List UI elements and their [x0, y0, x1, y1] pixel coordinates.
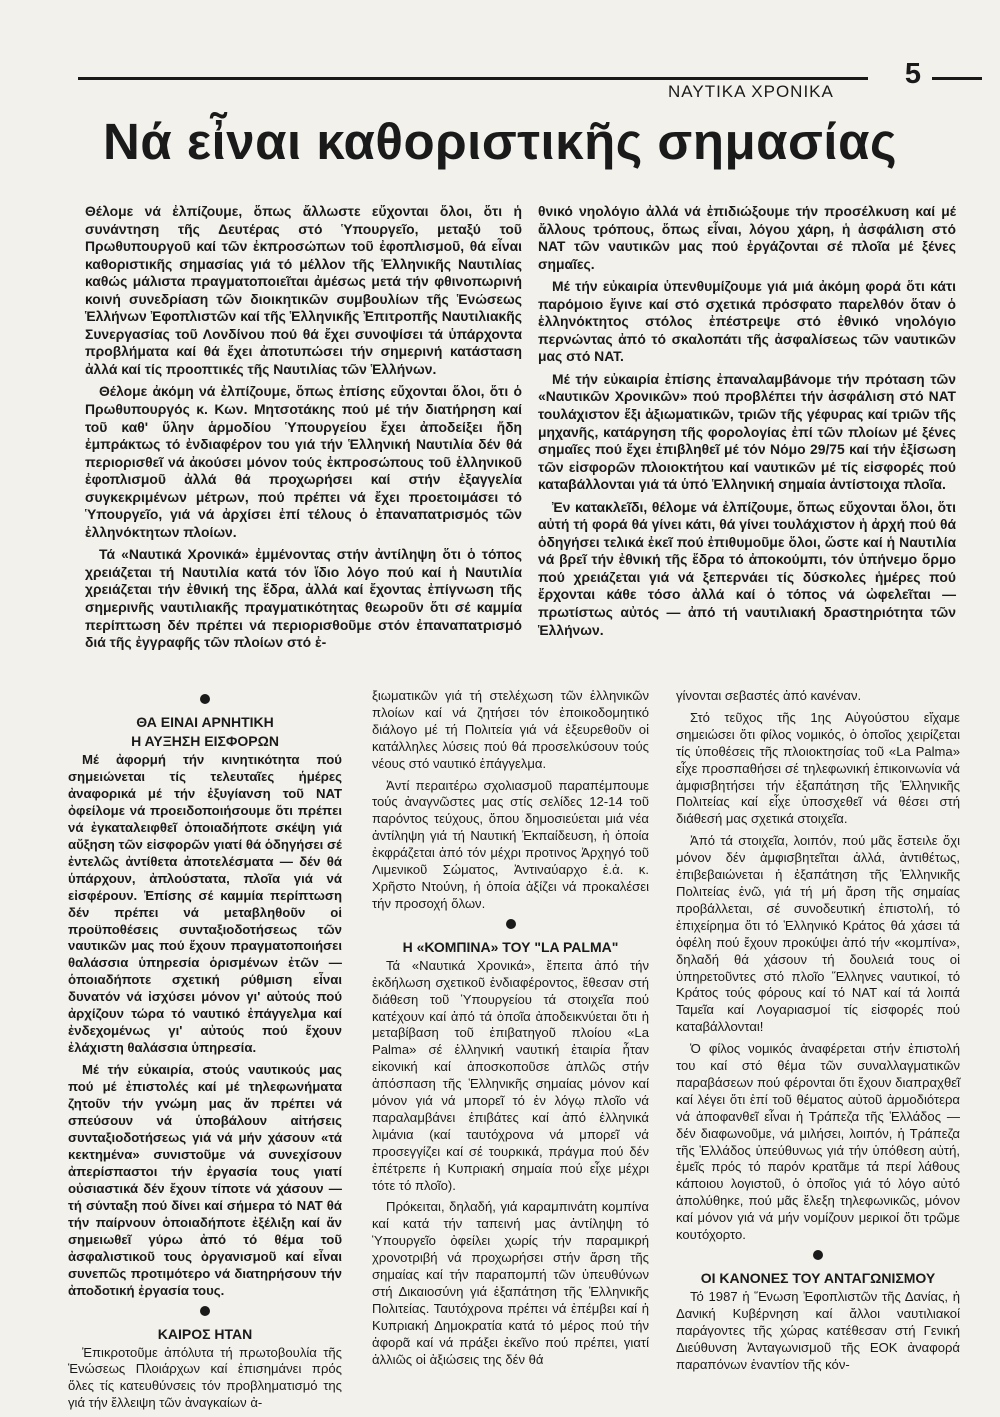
article-paragraph: Τό 1987 ἡ Ἕνωση Ἐφοπλιστῶν τῆς Δανίας, ἡ Δανική Κυβέρνηση καί ἄλλοι ναυτιλιακοί παράγοντες τῆς χώρας κατέθεσαν στή Γενική Διεύθυνση Ἀνταγωνισμοῦ τῆς ΕΟΚ ἀναφορά παραπόνων ἐναντίον τῆς κόν- [676, 1289, 960, 1372]
article-paragraph: Μέ τήν εὐκαιρία, στούς ναυτικούς μας πού μέ ἐπιστολές καί μέ τηλεφωνήματα ζητοῦν τήν γνώμη μας ἄν πρέπει νά σπεύσουν νά ὑποβάλουν αἰτήσεις συνταξιοδοτήσεως γιά νά μήν χάσουν «τά κεκτημένα» συνιστοῦμε νά συνεχίσουν ἀπερίσπαστοι τήν ἐργασία τους γιατί οὐσιαστικά δέν ἔχουν τίποτε νά χάσουν — τή σύνταξη πού δίνει καί σήμερα τό ΝΑΤ θά τήν παίρνουν ὁποιαδήποτε ἐξέλιξη καί ἄν σημειωθεῖ γύρω ἀπό τό θέμα τοῦ ἀσφαλιστικοῦ τους ὀργανισμοῦ καί εἶναι συνεπῶς προτιμότερο νά διατηρήσουν τήν ἀποδοτική ἐργασία τους. [68, 1062, 342, 1298]
article-paragraph: Στό τεῦχος τῆς 1ης Αὐγούστου εἴχαμε σημειώσει ὅτι φίλος νομικός, ὁ ὁποῖος χειρίζεται τίς ὑποθέσεις τῆς πλοιοκτησίας τοῦ «La Palma» εἶχε προσπαθήσει σέ τηλεφωνική ἐπικοινωνία νά ἀμφισβητήσει τήν ἐξαπάτηση τῆς Ἑλληνικῆς Πολιτείας καί εἶχε ὑποσχεθεῖ νά θέσει στή διάθεσή μας σχετικά στοιχεῖα. [676, 709, 960, 827]
lead-paragraph: Θέλομε ἀκόμη νά ἐλπίζουμε, ὅπως ἐπίσης εὔχονται ὅλοι, ὅτι ὁ Πρωθυπουργός κ. Κων. Μητσοτάκης πού μέ τήν διατήρηση καί τοῦ καθ' ὕλην ἁρμοδίου Ὑπουργείου ἔχει ἀποδείξει ἤδη ἐμπράκτως τό ἐνδιαφέρον του γιά τήν Ἑλληνική Ναυτιλία δέν θά περιορισθεῖ νά ἀκούσει μόνον τούς ἐκπροσώπους τοῦ ἑλληνικοῦ ἐφοπλισμοῦ ἀλλά θά προχωρήσει καί στήν ἐξαγγελία συγκεκριμένων μέτρων, πού πρέπει νά ἔχει προετοιμάσει τό Ὑπουργεῖο, γιά νά ἀρχίσει ἐπί τέλους ὁ ἐπαναπατρισμός τῶν ἑλληνόκτητων πλοίων. [85, 383, 522, 540]
lead-paragraph: Μέ τήν εὐκαιρία ὑπενθυμίζουμε γιά μιά ἀκόμη φορά ὅτι κάτι παρόμοιο ἔγινε καί στό σχετικά πρόσφατο παρελθόν ὅταν ὁ ἑλληνόκτητος στόλος ἐπέστρεψε στό ἐθνικό νηολόγιο περνώντας ἀπό τό σκαλοπάτι τῆς ἀσφαλίσεως τῶν ναυτικῶν μας στό ΝΑΤ. [538, 278, 956, 365]
lead-column-right [538, 203, 956, 644]
bullet-separator [200, 1306, 210, 1316]
headline: Νά εἶναι καθοριστικῆς σημασίας [103, 113, 897, 170]
article-paragraph: Τά «Ναυτικά Χρονικά», ἔπειτα ἀπό τήν ἐκδήλωση σχετικοῦ ἐνδιαφέροντος, ἔθεσαν στή διάθεση τοῦ Ὑπουργείου τά στοιχεῖα πού κατέχουν καί ἀπό τά ὁποῖα ἀποδεικνύεται ὅτι ἡ μεταβίβαση τοῦ ἐπιβατηγοῦ πλοίου «La Palma» σέ ἑλληνική ναυτική ἑταιρία ἦταν εἰκονική καί ἀποσκοποῦσε ἁπλῶς στήν ἀπόσπαση τῆς Ἑλληνικῆς σημαίας μόνον καί μόνον γιά νά μπορεῖ τό ἐν λόγῳ πλοῖο νά παραλαμβάνει ἐπιβάτες καί ἀπό ἑλληνικά λιμάνια (καί ταυτόχρονα νά μπορεῖ νά προσεγγίζει καί σέ τουρκικά, πράγμα πού δέν ἐπέτρεπε ἡ Κυπριακή σημαία πού εἶχε μέχρι τότε τό πλοῖο). [372, 957, 649, 1193]
lower-column-3 [676, 688, 960, 1379]
lead-column-left [85, 203, 522, 657]
article-paragraph: ξιωματικῶν γιά τή στελέχωση τῶν ἑλληνικῶν πλοίων καί νά ζητήσει τόν ἐποικοδομητικό διάλογο μέ τή Πολιτεία γιά νά ἐξευρεθοῦν οἱ κατάλληλες λύσεις πού θά προσελκύσουν τούς νέους στό ναυτικό ἐπάγγελμα. [372, 688, 649, 771]
article-paragraph: Πρόκειται, δηλαδή, γιά καραμπινάτη κομπίνα καί κατά τήν ταπεινή μας ἀντίληψη τό Ὑπουργεῖο ὀφείλει χωρίς τήν παραμικρή χρονοτριβή νά προχωρήσει στήν ἄρση τῆς σημαίας καί τήν παραπομπή τῶν ὑπευθύνων στή Δικαιοσύνη γιά ἐξαπάτηση τῆς Ἑλληνικῆς Πολιτείας. Ταυτόχρονα πρέπει νά ἐπέμβει καί ἡ Κυπριακή Δημοκρατία κατά τό μέρος πού τήν ἀφορᾶ καί νά πράξει ἐκεῖνο πού πρέπει, γιατί ἀλλιῶς οἱ ἀξιώσεις της δέν θά [372, 1199, 649, 1367]
bullet-separator [813, 1250, 823, 1260]
section-title: ΚΑΙΡΟΣ ΗΤΑΝ [157, 1325, 253, 1342]
section-title: ΘΑ ΕΙΝΑΙ ΑΡΝΗΤΙΚΗ [136, 714, 274, 730]
section-title: Η «ΚΟΜΠΙΝΑ» ΤΟΥ "LA PALMA" [402, 938, 619, 955]
lower-column-1 [68, 688, 342, 1417]
article-paragraph: Ὁ φίλος νομικός ἀναφέρεται στήν ἐπιστολή του καί στό θέμα τῶν συναλλαγματικῶν παραβάσεων πού φέρονται ὅτι ἔχουν διαπραχθεῖ καί λέγει ὅτι ἐπί τοῦ θέματος αὐτοῦ ἁρμοδιότερα νά ἀποφανθεῖ εἶναι ἡ Τράπεζα τῆς Ἑλλάδος — δέν διαφωνοῦμε, νά μιλήσει, λοιπόν, ἡ Τράπεζα τῆς Ἑλλάδος ὑπεύθυνως γιά τήν ὑπόθεση αὐτή, ἐμεῖς πρός τό παρόν κρατᾶμε τά περί λάθους κάποιου λογιστοῦ, ὁ ὁποῖος γιά τό λόγο αὐτό ἀπολύθηκε, πού μᾶς ἔλεξη τηλεφωνικῶς, μόνον καί μόνον γιά νά μήν νομίζουν μερικοί ὅτι τρῶμε κουτόχορτο. [676, 1041, 960, 1243]
lower-column-2 [372, 688, 649, 1374]
article-paragraph: Ἀντί περαιτέρω σχολιασμοῦ παραπέμπουμε τούς ἀναγνῶστες μας στίς σελίδες 12-14 τοῦ παρόντος τεύχους, ὅπου δημοσιεύεται μιά νέα ἀντίληψη γιά τή Ναυτική Ἐκπαίδευση, ἡ ὁποία ἐκφράζεται ἀπό τόν μέχρι προτινος Ἀρχηγό τοῦ Λιμενικοῦ Σώματος, Ἀντιναύαρχο ἐ.ἀ. κ. Χρῆστο Ντούνη, ἡ ὁποία ἀξίζει νά προκαλέσει τήν προσοχή ὅλων. [372, 777, 649, 911]
header-rule [78, 77, 868, 80]
publication-name: ΝΑΥΤΙΚΑ ΧΡΟΝΙΚΑ [668, 82, 834, 101]
lead-paragraph: Ἐν κατακλεῖδι, θέλομε νά ἐλπίζουμε, ὅπως εὔχονται ὅλοι, ὅτι αὐτή τή φορά θά γίνει κάτι, θά γίνει τουλάχιστον ἡ ἀρχή πού θά ὁδηγήσει τελικά ἐκεῖ πού ἐπιθυμοῦμε ὅλοι, ὥστε καί ἡ Ναυτιλία νά βρεῖ τήν ἐθνική τῆς ἕδρα τό ἀποκούμπι, τόν ὑπήνεμο ὅρμο πού χρειάζεται γιά νά ξεπερνάει τίς δύσκολες ἡμέρες πού ἔρχονται κάθε τόσο ἀλλά καί ὁ τόπος νά ὠφελεῖται — πρωτίστως αὐτός — ἀπό τή ναυτιλιακή δραστηριότητα τῶν Ἑλλήνων. [538, 498, 956, 638]
lead-paragraph: θνικό νηολόγιο ἀλλά νά ἐπιδιώξουμε τήν προσέλκυση καί μέ ἄλλους τρόπους, ὅπως εἶναι, λόγου χάρη, ἡ ἀσφάλιση στό ΝΑΤ τῶν ναυτικῶν μας πού ἐργάζονται σέ πλοῖα μέ ξένες σημαῖες. [538, 203, 956, 272]
bullet-separator [506, 919, 516, 929]
lead-paragraph: Τά «Ναυτικά Χρονικά» ἐμμένοντας στήν ἀντίληψη ὅτι ὁ τόπος χρειάζεται τή Ναυτιλία κατά τόν ἴδιο λόγο πού καί ἡ Ναυτιλία χρειάζεται τήν ἐθνική της ἕδρα, ἀλλά καί ἔχοντας ἐπίγνωση τῆς σημερινῆς ναυτιλιακῆς πραγματικότητας θεωροῦν ὅτι σέ καμμία περίπτωση δέν πρέπει νά περιορισθοῦμε στόν ἐπαναπατρισμό διά τῆς ἐγγραφῆς τῶν πλοίων στό ἐ- [85, 546, 522, 651]
header-rule-right [932, 77, 982, 80]
article-paragraph: Ἐπικροτοῦμε ἀπόλυτα τή πρωτοβουλία τῆς Ἑνώσεως Πλοιάρχων καί ἐπισημάνει πρός ὅλες τίς κατευθύνσεις τόν προβληματισμό της γιά τήν ἔλλειψη τῶν ἀναγκαίων ἀ- [68, 1344, 342, 1411]
lead-paragraph: Μέ τήν εὐκαιρία ἐπίσης ἐπαναλαμβάνομε τήν πρόταση τῶν «Ναυτικῶν Χρονικῶν» πού προβλέπει τήν ἀσφάλιση στό ΝΑΤ τουλάχιστον ἕξι ἀξιωματικῶν, τριῶν τῆς γέφυρας καί τριῶν τῆς μηχανῆς, κατάργηση τῆς φορολογίας ἐπί τῶν πλοίων μέ ξένες σημαῖες πού ἔχει ἐπιβληθεῖ μέ τόν Νόμο 29/75 καί τήν ἐξίσωση τῶν εἰσφορῶν πλοιοκτήτου καί ναυτικῶν μέ τίς εἰσφορές πού καταβάλλονται γιά τά ὑπό Ἑλληνική σημαία ἀντίστοιχα πλοῖα. [538, 370, 956, 493]
page-number: 5 [904, 58, 922, 90]
section-title: ΟΙ ΚΑΝΟΝΕΣ ΤΟΥ ΑΝΤΑΓΩΝΙΣΜΟΥ [700, 1270, 936, 1286]
article-paragraph: γίνονται σεβαστές ἀπό κανέναν. [676, 688, 862, 703]
bullet-separator [200, 694, 210, 704]
lead-paragraph: Θέλομε νά ἐλπίζουμε, ὅπως ἄλλωστε εὔχονται ὅλοι, ὅτι ἡ συνάντηση τῆς Δευτέρας στό Ὑπουργεῖο, μεταξύ τοῦ Πρωθυπουργοῦ καί τῶν ἐκπροσώπων τοῦ ἐφοπλισμοῦ, θά εἶναι καθοριστικῆς σημασίας γιά τό μέλλον τῆς Ἑλληνικῆς Ναυτιλίας καθώς μάλιστα πραγματοποιεῖται ἀμέσως μετά τήν φθινοπωρινή κοινή συνεδρίαση τῶν διοικητικῶν συμβουλίων τῆς Ἑνώσεως Ἑλλήνων Ἐφοπλιστῶν καί τῆς Ἑλληνικῆς Ἐπιτροπῆς Ναυτιλιακῆς Συνεργασίας τοῦ Λονδίνου πού θά ἔχει συνοψίσει τά ὑπάρχοντα προβλήματα καί θά ἔχει ἀποτυπώσει τήν σημερινή κατάσταση ἀλλά καί τίς προοπτικές τῆς Ναυτιλίας τῶν Ἑλλήνων. [85, 203, 522, 377]
article-paragraph: Μέ ἀφορμή τήν κινητικότητα πού σημειώνεται τίς τελευταῖες ἡμέρες ἀναφορικά μέ τήν ἐξυγίανση τοῦ ΝΑΤ ὀφείλομε νά προειδοποιήσουμε ὅτι πρέπει νά ἐγκαταλειφθεῖ ὁποιαδήποτε σκέψη γιά αὔξηση τῶν εἰσφορῶν γιατί θά ὁδηγήσει σέ ἐντελῶς ἀντίθετα ἀποτελέσματα — δέν θά ὑπάρχουν, ἀπλούστατα, πλοῖα γιά νά εἰσφέρουν. Ἐπίσης σέ καμμία περίπτωση δέν πρέπει νά μεταβληθοῦν οἱ προϋποθέσεις συνταξιοδοτήσεως τῶν ναυτικῶν μας πού ἔχουν πραγματοποιήσει θαλάσσια ὑπηρεσία ὁρισμένων ἐτῶν — ὁποιαδήποτε σχετική ρύθμιση εἶναι δυνατόν νά ἰσχύσει μόνον γι' αὐτούς πού ἀρχίζουν τώρα τό ναυτικό ἐπάγγελμα καί ἐνδεχομένως γι' αὐτούς πού ἔχουν ἐλάχιστη θαλάσσια ὑπηρεσία. [68, 752, 342, 1056]
section-title: Η ΑΥΞΗΣΗ ΕΙΣΦΟΡΩΝ [131, 733, 279, 749]
article-paragraph: Ἀπό τά στοιχεῖα, λοιπόν, πού μᾶς ἔστειλε ὄχι μόνον δέν ἀμφισβητεῖται ἀλλά, ἀντιθέτως, ἐπιβεβαιώνεται ἡ ἐξαπάτηση τῆς Ἑλληνικῆς Πολιτείας ἐνῶ, γιά τή μή ἄρση τῆς σημαίας προβάλλεται, σέ συνοδευτική ἐπιστολή, τό ἐπιχείρημα ὅτι τό Ἑλληνικό Κράτος θά χάσει τά ὀφέλη πού ἔχουν προκύψει ἀπό τήν «κομπίνα», δηλαδή θά χάσουν τή δουλειά τους οἱ ὑπηρετοῦντες στό πλοῖο Ἕλληνες ναυτικοί, τό Κράτος τούς φόρους καί τό ΝΑΤ καί τά λοιπά Ταμεῖα καί Λογαριασμοί τίς εἰσφορές πού καταβάλλονται! [676, 833, 960, 1035]
